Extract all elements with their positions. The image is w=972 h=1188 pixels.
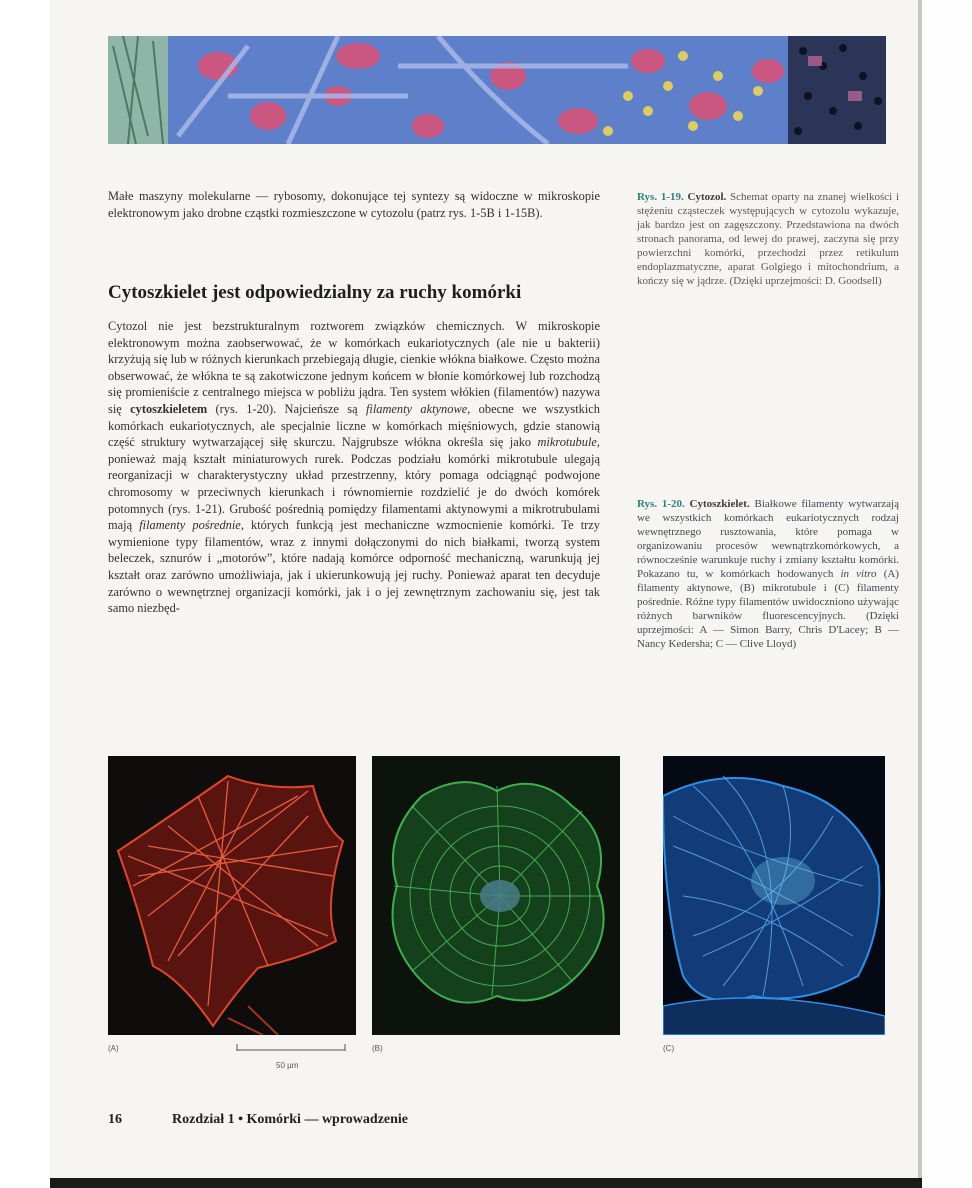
chapter-running-footer: Rozdział 1 • Komórki — wprowadzenie: [172, 1112, 409, 1127]
caption-2-text-after: (A) filamenty aktynowe, (B) mikrotubule i (C) filamenty pośrednie. Różne typy filamentów uwidoczniono używając różnych barwników fluorescencyjnych. (Dzięki uprzejmości: A — Simon Barry, Chris D'Lacey; B — Nancy Kedersha; C — Clive Lloyd): [637, 568, 899, 650]
caption-2-title: Cytoszkielet.: [689, 498, 750, 510]
page-number: 16: [108, 1112, 122, 1127]
caption-2-label: Rys. 1-20.: [637, 498, 685, 510]
main-text-part1: Cytozol nie jest bezstrukturalnym roztworem związków chemicznych. W mikroskopie elektronowym można zaobserwować, że w komórkach eukariotycznych (ale nie u bakterii) krzyżują się lub w różnych kierunkach przebiegają długie, cienkie włókna białkowe. Często można obserwować, że włókna te są zakotwiczone jednym końcem w błonie komórkowej lub rozchodzą się promieniście z centralnego miejsca w pobliżu jądra. Ten system włókien (filamentów) nazywa się: [108, 319, 601, 416]
caption-fig-1-20: [637, 497, 899, 651]
page-margin: [922, 0, 972, 1188]
figure-label-a: (A): [108, 1044, 119, 1053]
main-paragraph: [108, 318, 600, 617]
caption-2-italic: in vitro: [840, 568, 877, 580]
caption-1-text: Schemat oparty na znanej wielkości i stężeniu cząsteczek występujących w cytozolu wykazuje, jak bardzo jest on zagęszczony. Przedstawiona na dwóch stronach panorama, od lewej do prawej, zaczyna się przy powierzchni komórki, przechodzi przez retikulum endoplazmatyczne, aparat Golgiego i mitochondrium, a kończy się w jądrze. (Dzięki uprzejmości: D. Goodsell): [637, 191, 900, 287]
caption-2-text-before: Białkowe filamenty wytwarzają we wszystkich komórkach eukariotycznych rodzaj wewnętrznego rusztowania, które pomaga w organizowaniu procesów wewnątrzkomórkowych, a równocześnie warunkuje ruchy i zmiany kształtu komórki. Pokazano tu, w komórkach hodowanych: [637, 498, 899, 580]
main-text-part2: (rys. 1-20). Najcieńsze są: [207, 401, 366, 416]
figure-b-microtubules: [372, 756, 620, 1035]
section-heading: Cytoszkielet jest odpowiedzialny za ruchy komórki: [108, 282, 522, 303]
main-text-part4: , ponieważ mają kształt miniaturowych rurek. Podczas podziału komórki mikrotubule ulegają reorganizacji w charakterystyczny układ przestrzenny, który pomaga odciągnąć podwojone chromosomy w przeciwnych kierunkach i równomiernie rozdzielić je do dwóch komórek potomnych (rys. 1-21). Grubość pośrednią pomiędzy filamentami aktynowymi a mikrotrubulami mają: [108, 435, 600, 533]
caption-1-label: Rys. 1-19.: [637, 191, 684, 203]
scale-bar: [236, 1039, 346, 1049]
scale-bar-label: 50 µm: [276, 1061, 299, 1070]
caption-1-title: Cytozol.: [687, 191, 727, 203]
figure-label-b: (B): [372, 1044, 383, 1053]
caption-fig-1-19: [637, 190, 899, 288]
intro-paragraph: Małe maszyny molekularne — rybosomy, dokonujące tej syntezy są widoczne w mikroskopie elektronowym jako drobne cząstki rozmieszczone w cytozolu (patrz rys. 1-5B i 1-15B).: [108, 189, 600, 220]
figure-c-intermediate-filaments: [663, 756, 885, 1035]
term-intermediate-filaments: filamenty pośrednie: [139, 518, 241, 533]
figure-label-c: (C): [663, 1044, 675, 1053]
main-text-part3: , obecne we wszystkich komórkach eukariotycznych, ale specjalnie liczne w komórkach mięśniowych, gdzie stanowią część struktury wytwarzającej siłę skurczu. Najgrubsze włókna określa się jako: [108, 401, 600, 450]
cytosol-panorama-illustration: [108, 36, 886, 144]
figure-a-actin-filaments: [108, 756, 356, 1035]
term-cytoskeleton: cytoszkieletem: [130, 401, 208, 416]
term-microtubules: mikrotubule: [537, 435, 597, 450]
scan-bottom-edge: [50, 1178, 922, 1188]
main-text-part5: , których funkcją jest mechaniczne wzmocnienie komórki. Te trzy wymienione typy filamentów, wraz z innymi dołączonymi do nich białkami, tworzą system beleczek, sznurów i „motorów”, które nadają komórce odporność mechaniczną, warunkują jej kształt oraz zarówno umożliwiaja, jak i ukierunkowują jej ruchy. Ponieważ aparat ten decyduje zarówno o wewnętrznej organizacji komórki, jak i o jej zewnętrznym zachowaniu się, jest tak samo niezbęd-: [108, 518, 600, 616]
term-actin-filaments: filamenty aktynowe: [365, 401, 468, 416]
